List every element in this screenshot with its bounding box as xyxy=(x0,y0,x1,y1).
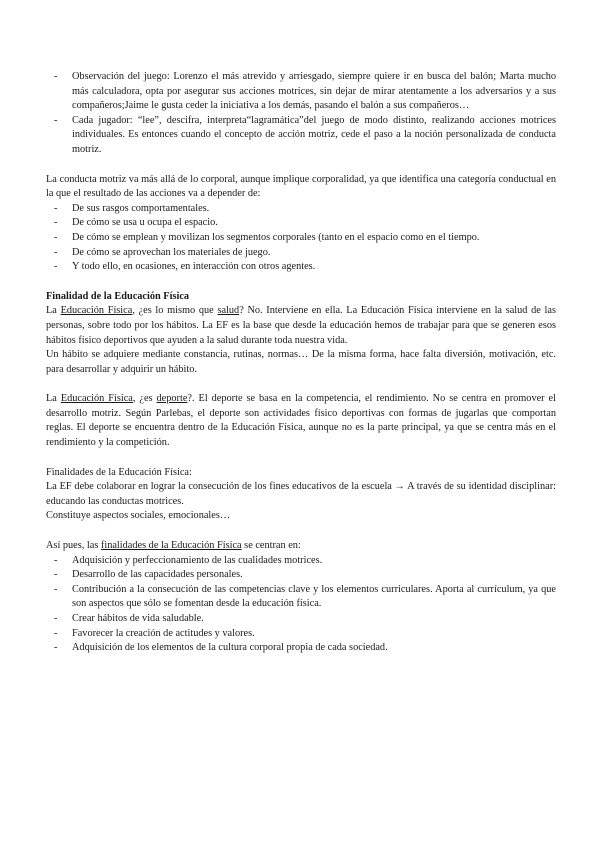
underlined-term: Educación Física xyxy=(60,305,133,317)
list-item xyxy=(46,70,556,114)
finalidades-list xyxy=(46,554,556,656)
list-item-text: Favorecer la creación de actitudes y valores. xyxy=(72,627,255,639)
bullet-dash: - xyxy=(54,627,58,639)
finalidades-line: La EF debe colaborar en lograr la consecución de los fines educativos de la escuela → A través de su identidad disciplinar: educando las conductas motrices. xyxy=(46,481,556,507)
paragraph-salud: La Educación Física, ¿es lo mismo que salud? No. Interviene en ella. La Educación Física interviene en la salud de las personas, sobre todo por los hábitos. La EF es la base que desde la educación hemos de trabajar para que se generen esos hábitos físico deportivos que ayuden a la salud durante toda nuestra vida. xyxy=(46,305,556,346)
list-item xyxy=(46,246,556,261)
list-item xyxy=(46,231,556,246)
document-content xyxy=(46,70,556,656)
bullet-dash: - xyxy=(54,202,58,214)
list-item-text: De cómo se emplean y movilizan los segmentos corporales (tanto en el espacio como en el tiempo. xyxy=(72,231,480,243)
conducta-intro: La conducta motriz va más allá de lo corporal, aunque implique corporalidad, ya que identifica una categoría conductual en la que el resultado de las acciones va a depender de: xyxy=(46,173,556,200)
list-item xyxy=(46,202,556,217)
list-item xyxy=(46,114,556,158)
list-item xyxy=(46,641,556,656)
list-item xyxy=(46,554,556,569)
bullet-dash: - xyxy=(54,246,58,258)
list-item xyxy=(46,627,556,642)
conducta-list xyxy=(46,202,556,275)
paragraph-deporte: La Educación Física, ¿es deporte?. El deporte se basa en la competencia, el rendimiento. No se centra en promover el desarrollo motriz. Según Parlebas, el deporte son actividades físico deportivas con formas de jugarlas que comportan reglas. El deporte se encuentra dentro de la Educación Física, aunque no es la parte principal, ya que se centra más en el rendimiento y la competición. xyxy=(46,393,556,449)
bullet-dash: - xyxy=(54,613,58,624)
section-heading: Finalidad de la Educación Física xyxy=(46,290,190,302)
bullet-dash: - xyxy=(54,71,58,82)
finalidades-line: Constituye aspectos sociales, emocionales… xyxy=(46,510,231,522)
bullet-dash: - xyxy=(54,231,58,243)
bullet-dash: - xyxy=(54,217,58,229)
list-item xyxy=(46,568,556,583)
bullet-dash: - xyxy=(54,642,58,654)
list-item-text: Adquisición y perfeccionamiento de las cualidades motrices. xyxy=(72,554,323,566)
list-item xyxy=(46,612,556,627)
list-item-text: Adquisición de los elementos de la cultura corporal propia de cada sociedad. xyxy=(72,642,388,654)
underlined-term: deporte xyxy=(156,393,188,405)
list-item xyxy=(46,260,556,275)
underlined-term: Educación Física xyxy=(60,393,133,405)
list-item-text: Cada jugador: “lee”, descifra, interpreta“lagramática”del juego de modo distinto, realizando acciones motrices individuales. Es entonces cuando el concepto de acción motriz, cede el paso a la noción personalizada de conducta motriz. xyxy=(72,114,556,155)
list-item-text: De sus rasgos comportamentales. xyxy=(72,202,210,214)
bullet-dash: - xyxy=(54,583,58,595)
list-item-text: Contribución a la consecución de las competencias clave y los elementos curriculares. Aporta al currículum, ya que son aspectos que sólo se fomentan desde la educación física. xyxy=(72,583,556,610)
list-item xyxy=(46,583,556,612)
list-item-text: Desarrollo de las capacidades personales. xyxy=(72,569,243,581)
list-item xyxy=(46,216,556,231)
underlined-term: salud xyxy=(217,305,240,317)
asi-pues-paragraph: Así pues, las finalidades de la Educación Física se centran en: xyxy=(46,540,301,552)
list-item-text: Observación del juego: Lorenzo el más atrevido y arriesgado, siempre quiere ir en busca del balón; Marta mucho más calculadora, opta por asegurar sus acciones motrices, sin dejar de mirar atentamente a los adversarios y a sus compañeros;Jaime le gusta ceder la iniciativa a los demás, pasando el balón a sus compañeros… xyxy=(72,71,556,112)
underlined-term: finalidades de la Educación Física xyxy=(100,540,242,552)
bullet-dash: - xyxy=(54,261,58,273)
bullet-dash: - xyxy=(54,114,58,126)
list-item-text: Crear hábitos de vida saludable. xyxy=(72,613,204,624)
finalidades-title: Finalidades de la Educación Física: xyxy=(46,466,192,478)
paragraph-habito: Un hábito se adquiere mediante constancia, rutinas, normas… De la misma forma, hace falta diversión, motivación, etc. para desarrollar y adquirir un hábito. xyxy=(46,349,556,375)
bullet-dash: - xyxy=(54,569,58,581)
observation-list xyxy=(46,70,556,158)
bullet-dash: - xyxy=(54,554,58,566)
list-item-text: De cómo se usa u ocupa el espacio. xyxy=(72,217,218,229)
list-item-text: De cómo se aprovechan los materiales de juego. xyxy=(72,246,271,258)
list-item-text: Y todo ello, en ocasiones, en interacción con otros agentes. xyxy=(72,261,316,273)
